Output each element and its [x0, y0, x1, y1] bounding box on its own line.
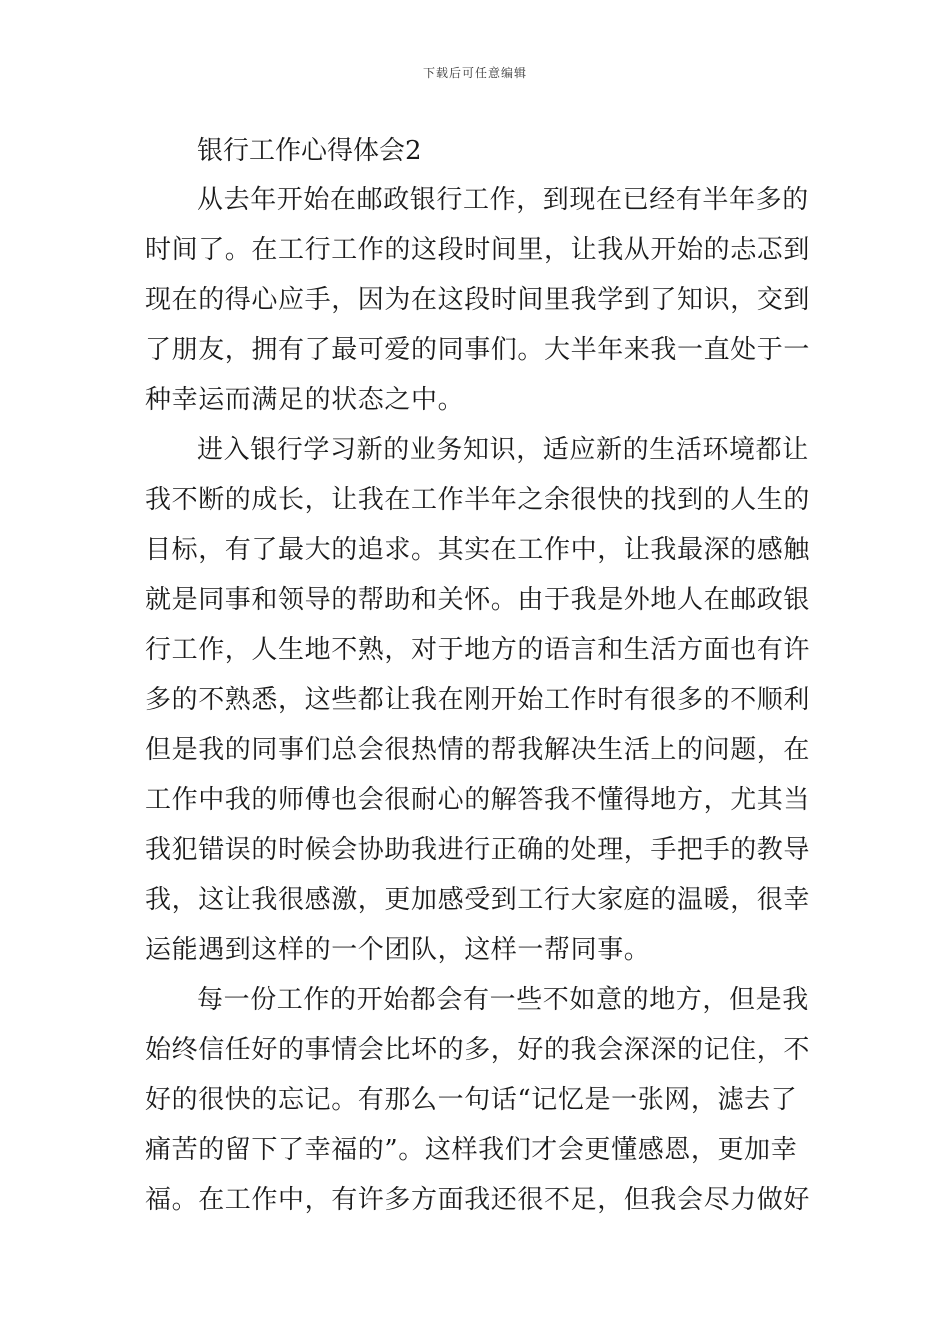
text-line: 进入银行学习新的业务知识，适应新的生活环境都让: [197, 435, 809, 465]
text-line: 运能遇到这样的一个团队，这样一帮同事。: [145, 935, 651, 965]
document-title: 银行工作心得体会2: [197, 136, 422, 166]
text-line: 就是同事和领导的帮助和关怀。由于我是外地人在邮政银: [145, 585, 811, 615]
text-line: 福。在工作中，有许多方面我还很不足，但我会尽力做好: [145, 1185, 811, 1215]
text-line: 痛苦的留下了幸福的”。这样我们才会更懂感恩，更加幸: [145, 1135, 798, 1165]
text-line: 每一份工作的开始都会有一些不如意的地方，但是我: [197, 985, 809, 1015]
text-line: 时间了。在工行工作的这段时间里，让我从开始的忐忑到: [145, 235, 811, 265]
text-line: 始终信任好的事情会比坏的多，好的我会深深的记住，不: [145, 1035, 811, 1065]
text-line: 多的不熟悉，这些都让我在刚开始工作时有很多的不顺利: [145, 685, 811, 715]
text-line: 种幸运而满足的状态之中。: [145, 385, 465, 415]
text-line: 目标，有了最大的追求。其实在工作中，让我最深的感触: [145, 535, 811, 565]
text-line: 了朋友，拥有了最可爱的同事们。大半年来我一直处于一: [145, 335, 811, 365]
text-line: 从去年开始在邮政银行工作，到现在已经有半年多的: [197, 185, 809, 215]
text-line: 我不断的成长，让我在工作半年之余很快的找到的人生的: [145, 485, 811, 515]
text-line: 现在的得心应手，因为在这段时间里我学到了知识，交到: [145, 285, 811, 315]
text-line: 我犯错误的时候会协助我进行正确的处理，手把手的教导: [145, 835, 811, 865]
text-line: 工作中我的师傅也会很耐心的解答我不懂得地方，尤其当: [145, 785, 811, 815]
text-line: 好的很快的忘记。有那么一句话“记忆是一张网，滤去了: [145, 1085, 798, 1115]
text-line: 行工作，人生地不熟，对于地方的语言和生活方面也有许: [145, 635, 811, 665]
text-line: 但是我的同事们总会很热情的帮我解决生活上的问题，在: [145, 735, 811, 765]
text-line: 我，这让我很感激，更加感受到工行大家庭的温暖，很幸: [145, 885, 811, 915]
page-header-note: 下载后可任意编辑: [422, 66, 527, 80]
